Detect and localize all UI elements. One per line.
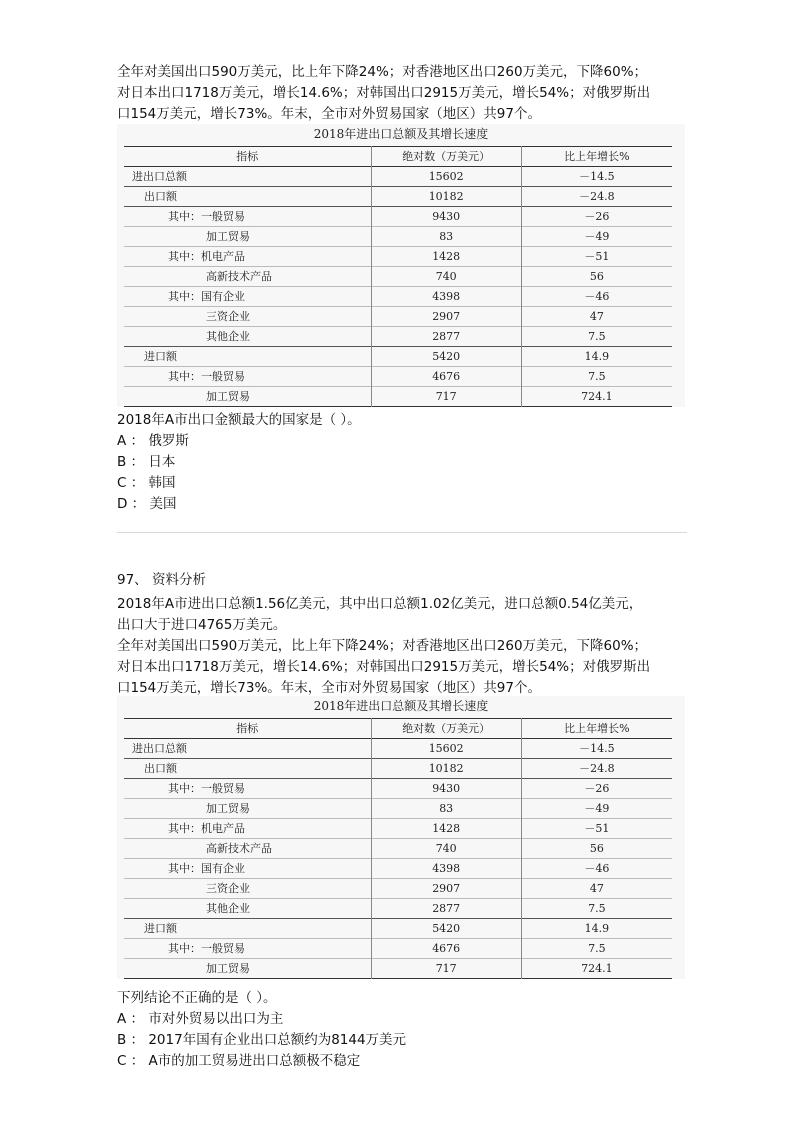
row-value: 717	[371, 959, 521, 979]
table-row	[124, 959, 672, 979]
row-label: 其他企业	[124, 899, 371, 919]
table-row	[124, 879, 672, 899]
row-label: 加工贸易	[124, 959, 371, 979]
row-label: 进出口总额	[124, 167, 371, 187]
q97-option-b[interactable]: B ： 2017年国有企业出口总额约为8144万美元	[117, 1032, 407, 1048]
row-label: 三资企业	[124, 307, 371, 327]
q97-intro-line: 对日本出口1718万美元，增长14.6%；对韩国出口2915万美元，增长54%；对俄罗斯出	[117, 659, 651, 675]
row-value: 83	[371, 799, 521, 819]
row-label: 其中：机电产品	[124, 247, 371, 267]
table-row	[124, 187, 672, 207]
row-label: 其中：国有企业	[124, 859, 371, 879]
row-value: 2907	[371, 307, 521, 327]
header-growth: 比上年增长%	[564, 150, 630, 163]
row-growth: 7.5	[588, 370, 606, 383]
row-label: 其他企业	[124, 327, 371, 347]
table-row	[124, 207, 672, 227]
table-title: 2018年进出口总额及其增长速度	[313, 127, 489, 141]
row-growth: 724.1	[581, 962, 613, 975]
row-growth: －14.5	[579, 742, 615, 755]
q97-intro	[117, 594, 687, 699]
row-growth: －14.5	[579, 170, 615, 183]
q97-intro-line: 2018年A市进出口总额1.56亿美元，其中出口总额1.02亿美元，进口总额0.54亿美元，	[117, 596, 643, 612]
row-value: 2877	[371, 327, 521, 347]
row-label: 其中：一般贸易	[124, 939, 371, 959]
q96-question: 2018年A市出口金额最大的国家是（ ）。	[117, 412, 361, 428]
trade-stat-table	[124, 146, 672, 407]
question-divider	[117, 532, 687, 533]
table-row	[124, 759, 672, 779]
row-label: 出口额	[124, 759, 371, 779]
row-value: 4398	[371, 287, 521, 307]
row-value: 10182	[371, 187, 521, 207]
q96-intro-line: 全年对美国出口590万美元，比上年下降24%；对香港地区出口260万美元，下降60%；	[117, 64, 648, 80]
table-row	[124, 227, 672, 247]
trade-table-2	[117, 696, 685, 979]
row-label: 加工贸易	[124, 799, 371, 819]
row-value: 1428	[371, 819, 521, 839]
row-value: 740	[371, 267, 521, 287]
row-growth: －26	[584, 782, 610, 795]
q96-intro	[117, 62, 687, 125]
q96-option-c[interactable]: C ： 韩国	[117, 475, 176, 491]
row-growth: －46	[584, 290, 610, 303]
row-value: 9430	[371, 779, 521, 799]
table-row	[124, 859, 672, 879]
table-row	[124, 247, 672, 267]
q97-intro-line: 全年对美国出口590万美元，比上年下降24%；对香港地区出口260万美元，下降60%；	[117, 638, 648, 654]
q96-option-d[interactable]: D ： 美国	[117, 496, 177, 512]
row-value: 4398	[371, 859, 521, 879]
header-indicator: 指标	[124, 147, 371, 167]
row-value: 740	[371, 839, 521, 859]
q96-question-block	[117, 410, 687, 515]
row-label: 进出口总额	[124, 739, 371, 759]
row-growth: 7.5	[588, 902, 606, 915]
row-label: 三资企业	[124, 879, 371, 899]
row-value: 83	[371, 227, 521, 247]
row-growth: －46	[584, 862, 610, 875]
table-body	[124, 167, 672, 407]
row-growth: 56	[589, 270, 604, 283]
table-header-row	[124, 719, 672, 739]
row-value: 10182	[371, 759, 521, 779]
q96-intro-line: 对日本出口1718万美元，增长14.6%；对韩国出口2915万美元，增长54%；对俄罗斯出	[117, 85, 651, 101]
row-label: 进口额	[124, 919, 371, 939]
table-row	[124, 919, 672, 939]
row-label: 其中：机电产品	[124, 819, 371, 839]
row-growth: 47	[589, 882, 604, 895]
table-row	[124, 267, 672, 287]
row-label: 进口额	[124, 347, 371, 367]
row-growth: 56	[589, 842, 604, 855]
row-growth: －24.8	[579, 190, 615, 203]
row-value: 4676	[371, 367, 521, 387]
row-growth: －26	[584, 210, 610, 223]
header-growth: 比上年增长%	[564, 722, 630, 735]
row-label: 高新技术产品	[124, 267, 371, 287]
row-growth: 7.5	[588, 942, 606, 955]
row-growth: 14.9	[584, 350, 610, 363]
row-value: 2877	[371, 899, 521, 919]
row-value: 2907	[371, 879, 521, 899]
table-row	[124, 287, 672, 307]
trade-table-1	[117, 124, 685, 407]
q97-heading: 97、 资料分析	[117, 572, 206, 588]
table-body	[124, 739, 672, 979]
table-row	[124, 387, 672, 407]
q96-option-b[interactable]: B ： 日本	[117, 454, 176, 470]
row-label: 其中：一般贸易	[124, 207, 371, 227]
row-growth: 14.9	[584, 922, 610, 935]
table-header-row	[124, 147, 672, 167]
q96-intro-line: 口154万美元，增长73%。年末，全市对外贸易国家（地区）共97个。	[117, 106, 541, 122]
row-value: 717	[371, 387, 521, 407]
q96-option-a[interactable]: A ： 俄罗斯	[117, 433, 189, 449]
q97-option-c[interactable]: C ： A市的加工贸易进出口总额极不稳定	[117, 1053, 361, 1069]
trade-stat-table	[124, 718, 672, 979]
row-growth: －51	[584, 250, 610, 263]
table-row	[124, 367, 672, 387]
q97-question: 下列结论不正确的是（ ）。	[117, 990, 277, 1006]
row-label: 出口额	[124, 187, 371, 207]
row-label: 加工贸易	[124, 387, 371, 407]
row-label: 加工贸易	[124, 227, 371, 247]
header-absolute: 绝对数（万美元）	[371, 719, 521, 739]
q97-intro-line: 口154万美元，增长73%。年末，全市对外贸易国家（地区）共97个。	[117, 680, 541, 696]
table-row	[124, 939, 672, 959]
row-growth: 7.5	[588, 330, 606, 343]
row-label: 其中：国有企业	[124, 287, 371, 307]
table-row	[124, 899, 672, 919]
table-row	[124, 347, 672, 367]
table-title: 2018年进出口总额及其增长速度	[313, 699, 489, 713]
row-growth: 47	[589, 310, 604, 323]
row-value: 5420	[371, 919, 521, 939]
table-row	[124, 167, 672, 187]
q97-heading-block	[117, 570, 687, 591]
row-label: 其中：一般贸易	[124, 367, 371, 387]
row-growth: －24.8	[579, 762, 615, 775]
row-value: 5420	[371, 347, 521, 367]
row-growth: 724.1	[581, 390, 613, 403]
row-growth: －49	[584, 230, 610, 243]
row-value: 4676	[371, 939, 521, 959]
q97-question-block	[117, 988, 687, 1072]
row-label: 其中：一般贸易	[124, 779, 371, 799]
row-value: 15602	[371, 739, 521, 759]
header-absolute: 绝对数（万美元）	[371, 147, 521, 167]
row-value: 9430	[371, 207, 521, 227]
table-row	[124, 799, 672, 819]
table-row	[124, 819, 672, 839]
row-growth: －51	[584, 822, 610, 835]
header-indicator: 指标	[124, 719, 371, 739]
row-value: 1428	[371, 247, 521, 267]
q97-option-a[interactable]: A ： 市对外贸易以出口为主	[117, 1011, 284, 1027]
row-growth: －49	[584, 802, 610, 815]
table-row	[124, 839, 672, 859]
q97-intro-line: 出口大于进口4765万美元。	[117, 617, 287, 633]
table-row	[124, 779, 672, 799]
row-value: 15602	[371, 167, 521, 187]
table-row	[124, 327, 672, 347]
table-row	[124, 307, 672, 327]
table-row	[124, 739, 672, 759]
row-label: 高新技术产品	[124, 839, 371, 859]
